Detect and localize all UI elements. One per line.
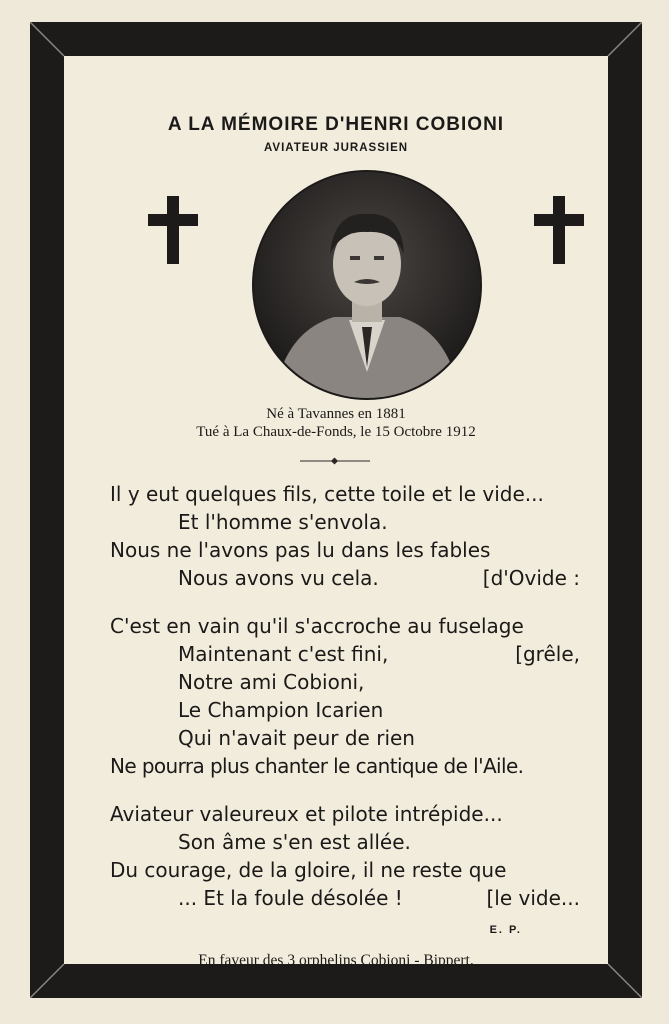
stanza-break (110, 780, 580, 800)
poem-line: Du courage, de la gloire, il ne reste que (110, 858, 507, 882)
poem-line (110, 884, 580, 912)
poem-line: Nous ne l'avons pas lu dans les fables (110, 538, 491, 562)
poem-line: Qui n'avait peur de rien (178, 726, 415, 750)
footer-note: En faveur des 3 orphelins Cobioni - Bippert. (198, 952, 474, 969)
poem (110, 480, 580, 912)
memorial-subtitle: AVIATEUR JURASSIEN (263, 142, 409, 154)
card-paper (64, 56, 608, 969)
poem-line (110, 564, 580, 592)
poem-line: Et l'homme s'envola. (178, 510, 388, 534)
stanza-break (110, 592, 580, 612)
poem-overflow: [d'Ovide : (482, 566, 580, 590)
poem-text: Nous avons vu cela. (178, 566, 379, 590)
death-line: Tué à La Chaux-de-Fonds, le 15 Octobre 1912 (196, 424, 476, 440)
corner-bevel-bottom-right (602, 958, 642, 998)
poem-line: Il y eut quelques fils, cette toile et le vide... (110, 482, 544, 506)
poem-overflow: [le vide... (486, 886, 580, 910)
mourning-border (30, 22, 642, 998)
cross-icon (148, 196, 198, 264)
portrait-photo (252, 170, 482, 400)
poem-line: Le Champion Icarien (178, 698, 384, 722)
poem-line: Son âme s'en est allée. (178, 830, 411, 854)
poem-line: Notre ami Cobioni, (178, 670, 365, 694)
poem-line: Aviateur valeureux et pilote intrépide... (110, 802, 503, 826)
divider-ornament (300, 456, 370, 466)
poem-line: Ne pourra plus chanter le cantique de l'Aile. (110, 754, 524, 778)
cross-icon (534, 196, 584, 264)
signature-initials: E. P. (489, 924, 522, 936)
poem-overflow: [grêle, (515, 642, 580, 666)
memorial-title: A LA MÉMOIRE D'HENRI COBIONI (167, 114, 505, 135)
corner-bevel-top-right (602, 22, 642, 62)
poem-text: Maintenant c'est fini, (178, 642, 389, 666)
poem-line (110, 640, 580, 668)
poem-text: ... Et la foule désolée ! (178, 886, 403, 910)
poem-line: C'est en vain qu'il s'accroche au fuselage (110, 614, 524, 638)
birth-line: Né à Tavannes en 1881 (266, 406, 406, 422)
